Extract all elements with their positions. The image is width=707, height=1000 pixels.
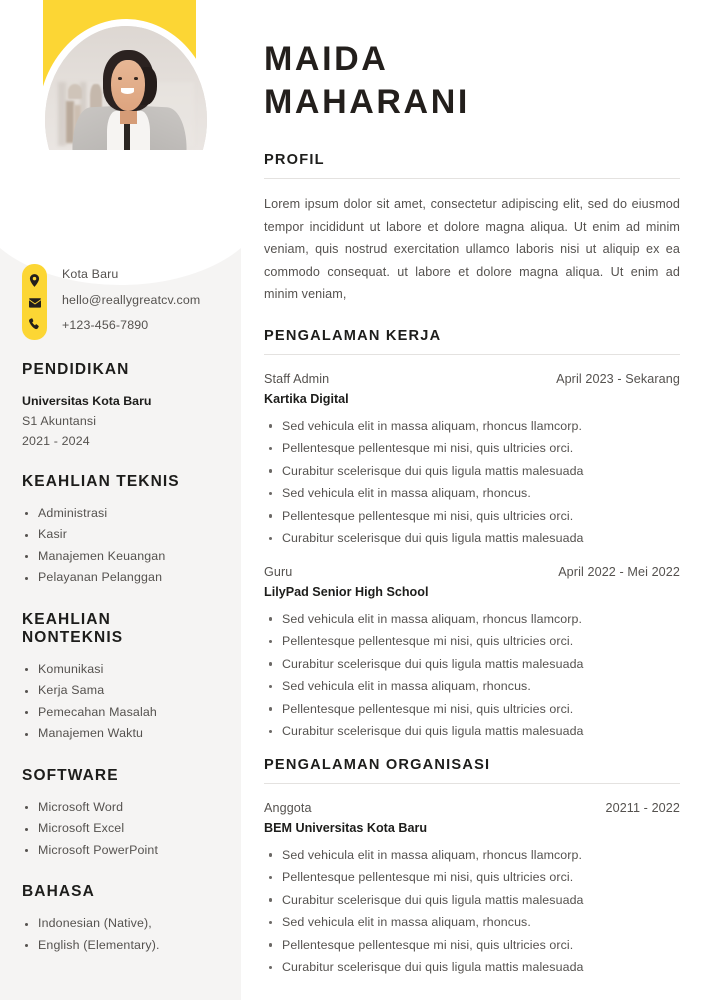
job-bullets bbox=[264, 844, 680, 979]
list-item: Pemecahan Masalah bbox=[22, 702, 217, 724]
list-item: Manajemen Keuangan bbox=[22, 546, 217, 568]
section-profile bbox=[264, 152, 680, 306]
job-bullets bbox=[264, 608, 680, 743]
section-languages bbox=[22, 883, 217, 956]
last-name: MAHARANI bbox=[264, 83, 470, 121]
education-degree: S1 Akuntansi bbox=[22, 413, 97, 428]
work-experience-heading: PENGALAMAN KERJA bbox=[264, 327, 442, 344]
contact-phone[interactable]: +123-456-7890 bbox=[62, 318, 149, 332]
divider bbox=[264, 178, 680, 179]
list-item: Sed vehicula elit in massa aliquam, rhoncus. bbox=[264, 482, 680, 505]
list-item: Microsoft PowerPoint bbox=[22, 840, 217, 862]
divider bbox=[264, 354, 680, 355]
section-work-experience bbox=[264, 328, 680, 743]
photo-header bbox=[0, 0, 241, 232]
list-item: Komunikasi bbox=[22, 659, 217, 681]
job-role: Guru bbox=[264, 564, 293, 579]
list-item: Microsoft Word bbox=[22, 797, 217, 819]
list-item: Sed vehicula elit in massa aliquam, rhoncus llamcorp. bbox=[264, 415, 680, 438]
languages-heading: BAHASA bbox=[22, 883, 95, 900]
sidebar bbox=[0, 0, 241, 1000]
envelope-icon bbox=[29, 297, 41, 308]
list-item: Pellentesque pellentesque mi nisi, quis ultricies orci. bbox=[264, 866, 680, 889]
job-company: BEM Universitas Kota Baru bbox=[264, 820, 428, 835]
page-title bbox=[264, 38, 680, 124]
list-item: Sed vehicula elit in massa aliquam, rhoncus. bbox=[264, 675, 680, 698]
list-item: Indonesian (Native), bbox=[22, 913, 217, 935]
organization-entry bbox=[264, 798, 680, 979]
list-item: Kasir bbox=[22, 524, 217, 546]
hard-skills-heading: KEAHLIAN TEKNIS bbox=[22, 472, 180, 490]
job-role: Anggota bbox=[264, 800, 312, 815]
languages-list bbox=[22, 913, 217, 956]
job-role: Staff Admin bbox=[264, 371, 330, 386]
software-list bbox=[22, 797, 217, 862]
list-item: Manajemen Waktu bbox=[22, 723, 217, 745]
list-item: Curabitur scelerisque dui quis ligula mattis malesuada bbox=[264, 956, 680, 979]
contact-location: Kota Baru bbox=[62, 267, 119, 281]
list-item: Kerja Sama bbox=[22, 680, 217, 702]
section-organization-experience bbox=[264, 757, 680, 979]
organization-experience-heading: PENGALAMAN ORGANISASI bbox=[264, 756, 491, 773]
phone-icon bbox=[29, 318, 40, 330]
list-item: Sed vehicula elit in massa aliquam, rhoncus. bbox=[264, 911, 680, 934]
list-item: Pellentesque pellentesque mi nisi, quis ultricies orci. bbox=[264, 437, 680, 460]
job-date: 20211 - 2022 bbox=[605, 800, 680, 815]
first-name: MAIDA bbox=[264, 40, 389, 78]
section-hard-skills bbox=[22, 473, 217, 589]
section-soft-skills bbox=[22, 611, 217, 745]
work-entry bbox=[264, 369, 680, 550]
list-item: Curabitur scelerisque dui quis ligula mattis malesuada bbox=[264, 653, 680, 676]
education-institution: Universitas Kota Baru bbox=[22, 393, 152, 408]
list-item: Pellentesque pellentesque mi nisi, quis ultricies orci. bbox=[264, 505, 680, 528]
list-item: Pelayanan Pelanggan bbox=[22, 567, 217, 589]
list-item: Pellentesque pellentesque mi nisi, quis ultricies orci. bbox=[264, 934, 680, 957]
section-education bbox=[22, 361, 217, 451]
work-entry bbox=[264, 562, 680, 743]
list-item: Curabitur scelerisque dui quis ligula mattis malesuada bbox=[264, 460, 680, 483]
list-item: Sed vehicula elit in massa aliquam, rhoncus llamcorp. bbox=[264, 844, 680, 867]
main-column bbox=[241, 0, 707, 1000]
job-bullets bbox=[264, 415, 680, 550]
software-heading: SOFTWARE bbox=[22, 766, 119, 784]
section-software bbox=[22, 767, 217, 862]
job-company: Kartika Digital bbox=[264, 391, 349, 406]
list-item: Pellentesque pellentesque mi nisi, quis ultricies orci. bbox=[264, 630, 680, 653]
education-years: 2021 - 2024 bbox=[22, 433, 90, 448]
list-item: Curabitur scelerisque dui quis ligula mattis malesuada bbox=[264, 889, 680, 912]
education-heading: PENDIDIKAN bbox=[22, 360, 130, 378]
list-item: Pellentesque pellentesque mi nisi, quis ultricies orci. bbox=[264, 698, 680, 721]
location-pin-icon bbox=[29, 274, 40, 287]
list-item: Curabitur scelerisque dui quis ligula mattis malesuada bbox=[264, 527, 680, 550]
profile-heading: PROFIL bbox=[264, 152, 325, 168]
hard-skills-list bbox=[22, 503, 217, 589]
list-item: Curabitur scelerisque dui quis ligula mattis malesuada bbox=[264, 720, 680, 743]
job-company: LilyPad Senior High School bbox=[264, 584, 429, 599]
contact-email[interactable]: hello@reallygreatcv.com bbox=[62, 292, 201, 307]
profile-text: Lorem ipsum dolor sit amet, consectetur adipiscing elit, sed do eiusmod tempor incididunt ut labore et dolore magna aliqua. Ut enim ad minim veniam, quis nostrud exercitation ullamco laboris nisi ut aliquip ex ea commodo consequat. ut labore et dolore magna aliqua. Ut enim ad minim veniam, bbox=[264, 197, 680, 301]
list-item: Sed vehicula elit in massa aliquam, rhoncus llamcorp. bbox=[264, 608, 680, 631]
contact-icon-strip bbox=[22, 264, 47, 340]
job-date: April 2022 - Mei 2022 bbox=[558, 564, 680, 579]
divider bbox=[264, 783, 680, 784]
soft-skills-list bbox=[22, 659, 217, 745]
list-item: English (Elementary). bbox=[22, 935, 217, 957]
list-item: Microsoft Excel bbox=[22, 818, 217, 840]
job-date: April 2023 - Sekarang bbox=[556, 371, 680, 386]
soft-skills-heading: KEAHLIAN NONTEKNIS bbox=[22, 610, 124, 646]
list-item: Administrasi bbox=[22, 503, 217, 525]
